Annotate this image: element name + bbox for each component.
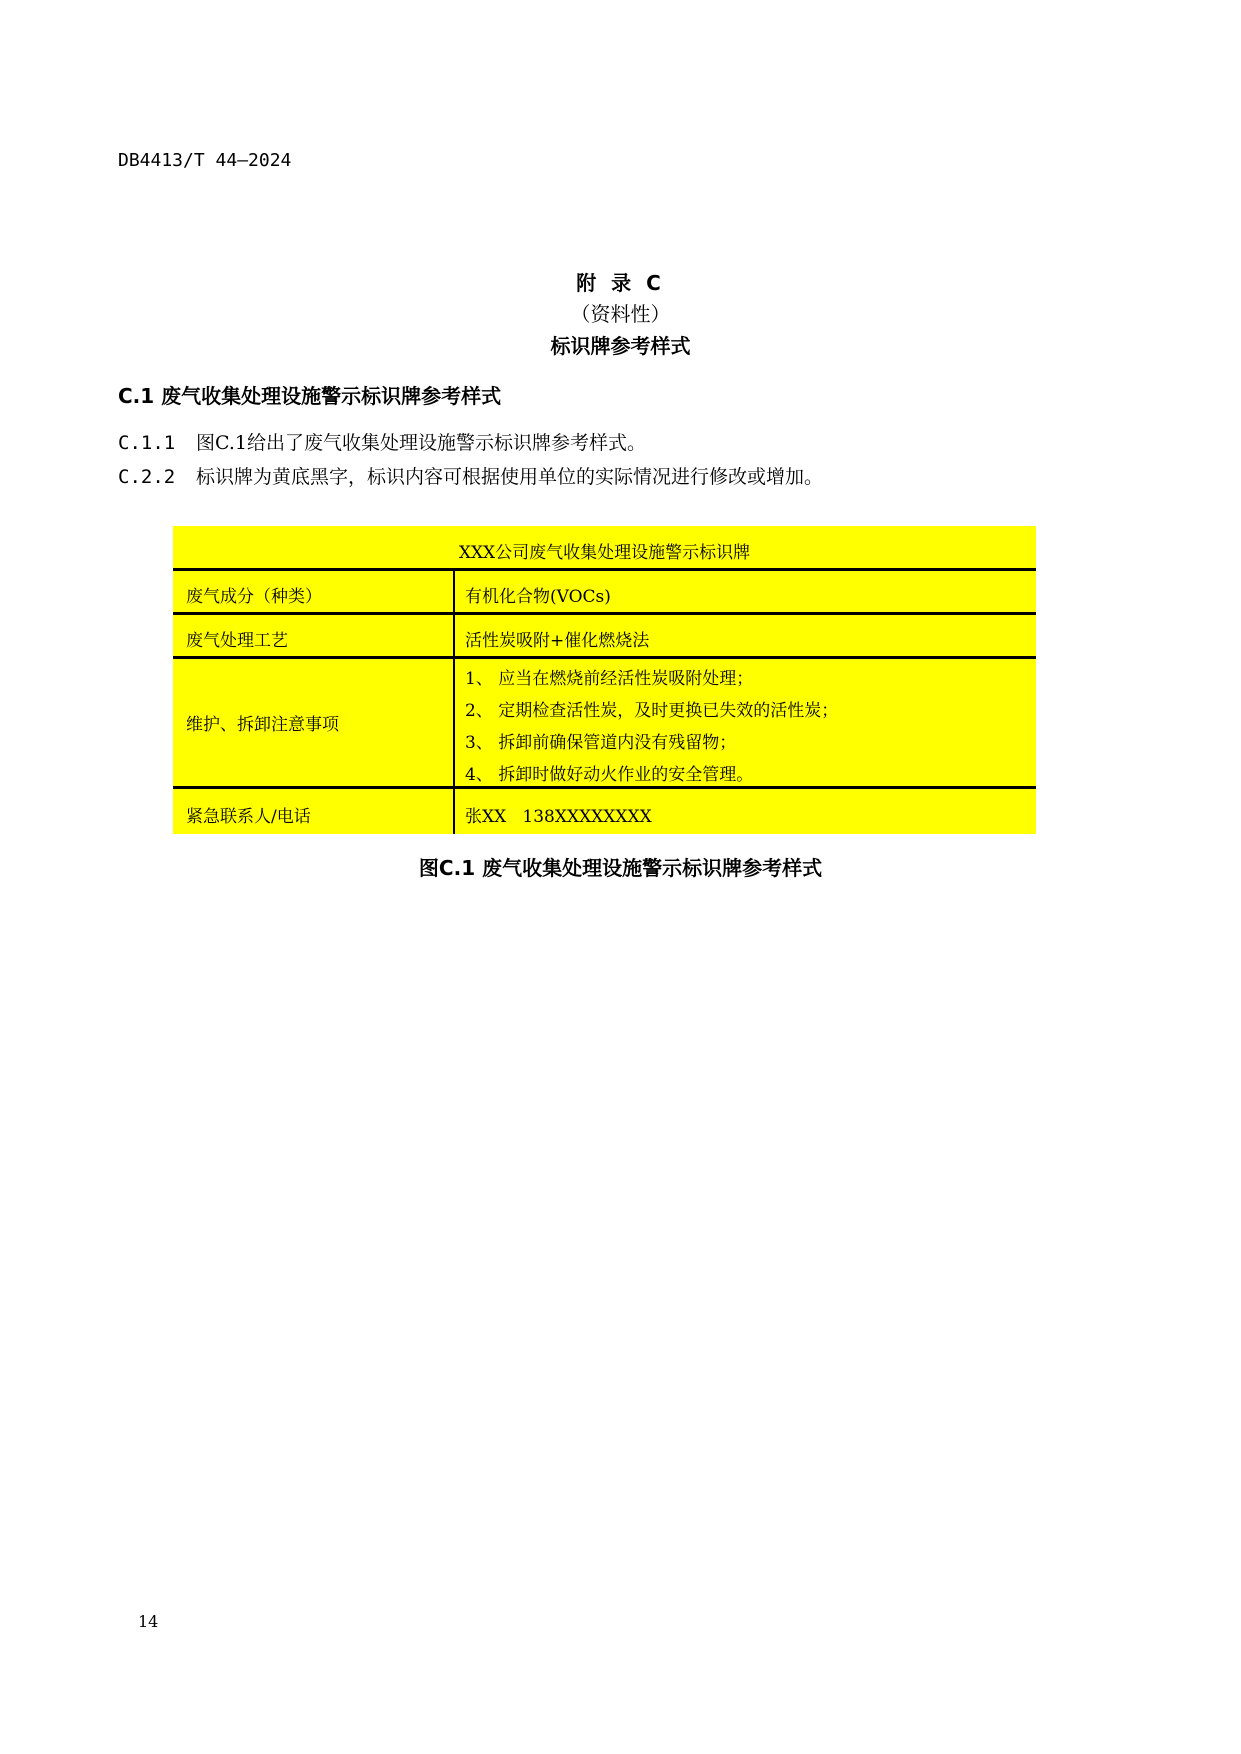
row-label-process: 废气处理工艺: [186, 631, 288, 651]
row-divider: [173, 612, 1036, 615]
clause-number: C.2.2: [118, 466, 176, 488]
row-divider: [173, 568, 1036, 571]
maintenance-item: 1、 应当在燃烧前经活性炭吸附处理；: [465, 669, 754, 689]
maintenance-item: 4、 拆卸时做好动火作业的安全管理。: [465, 765, 754, 785]
row-divider: [173, 786, 1036, 789]
row-label-contact: 紧急联系人/电话: [186, 807, 311, 827]
row-divider: [173, 656, 1036, 659]
column-divider: [453, 569, 455, 834]
paragraph-c-1-1: [118, 428, 646, 455]
maintenance-item: 2、 定期检查活性炭，及时更换已失效的活性炭；: [465, 701, 839, 721]
row-value-process: 活性炭吸附+催化燃烧法: [465, 631, 650, 651]
standard-code: DB4413/T 44—2024: [118, 150, 292, 171]
paragraph-c-2-2: [118, 462, 823, 489]
page-number: 14: [138, 1612, 159, 1631]
row-value-contact: 张XX 138XXXXXXXX: [465, 807, 652, 827]
warning-sign-table: [173, 526, 1036, 834]
maintenance-item: 3、 拆卸前确保管道内没有残留物；: [465, 733, 737, 753]
annex-nature: （资料性）: [570, 302, 671, 326]
clause-number: C.1.1: [118, 432, 176, 454]
annex-name: 标识牌参考样式: [550, 334, 691, 358]
section-heading: C.1 废气收集处理设施警示标识牌参考样式: [118, 384, 502, 408]
row-label-gas-type: 废气成分（种类）: [186, 587, 322, 607]
sign-title: XXX公司废气收集处理设施警示标识牌: [458, 543, 751, 563]
figure-caption: 图C.1 废气收集处理设施警示标识牌参考样式: [418, 856, 823, 880]
row-label-maintenance: 维护、拆卸注意事项: [186, 715, 339, 735]
clause-text: 图C.1给出了废气收集处理设施警示标识牌参考样式。: [196, 432, 646, 454]
row-value-gas-type: 有机化合物(VOCs): [465, 587, 611, 607]
annex-title: 附 录 C: [576, 271, 665, 295]
clause-text: 标识牌为黄底黑字，标识内容可根据使用单位的实际情况进行修改或增加。: [196, 466, 824, 488]
